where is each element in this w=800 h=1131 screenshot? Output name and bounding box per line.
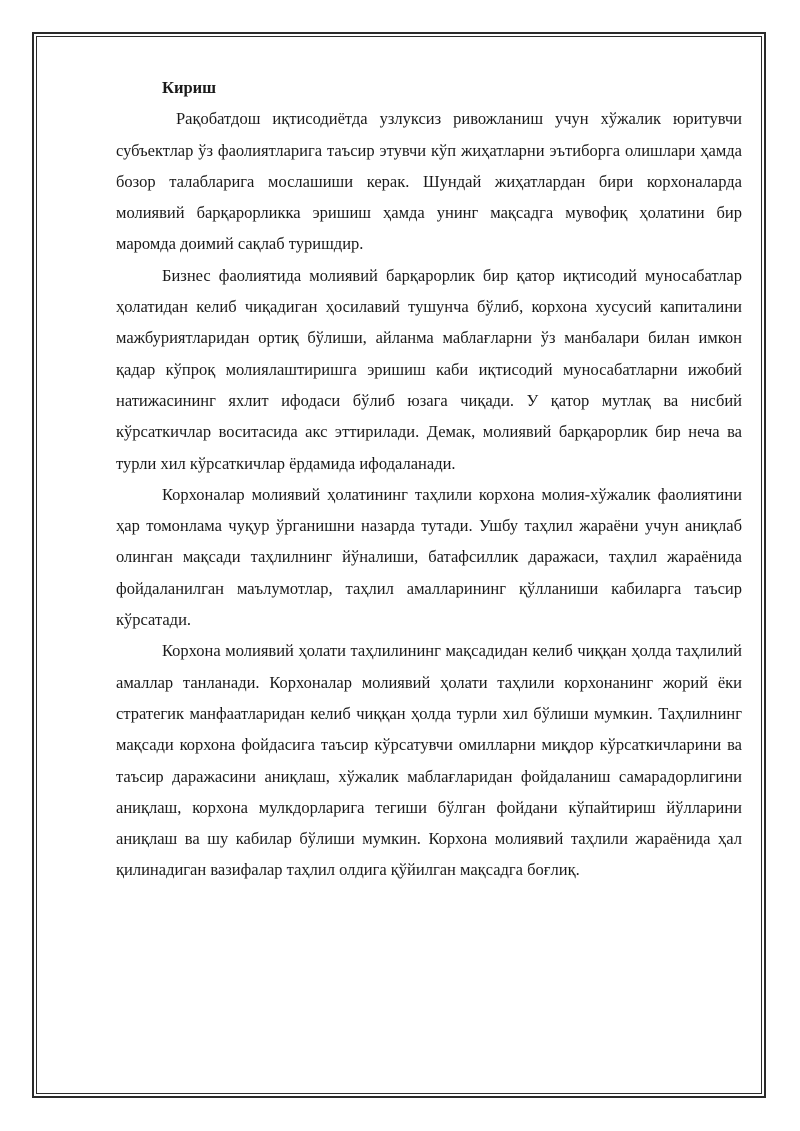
paragraph-2: Бизнес фаолиятида молиявий барқарорлик бир қатор иқтисодий муносабатлар ҳолатидан келиб чиқадиган ҳосилавий тушунча бўлиб, корхона хусусий капиталини мажбуриятларидан ортиқ бўлиши, айланма маблағларни ўз манбалари билан имкон қадар кўпроқ молиялаштиришга эришиш каби иқтисодий муносабатларни ижобий натижасининг яхлит ифодаси бўлиб юзага чиқади. У қатор мутлақ ва нисбий кўрсаткичлар воситасида акс эттирилади. Демак, молиявий барқарорлик бир неча ва турли хил кўрсаткичлар ёрдамида ифодаланади.	[116, 265, 742, 473]
document-body	[116, 72, 742, 886]
paragraph-1: Рақобатдош иқтисодиётда узлуксиз ривожланиш учун хўжалик юритувчи субъектлар ўз фаолиятларига таъсир этувчи кўп жиҳатларни эътиборга олишлари ҳамда бозор талабларига мослашиши керак. Шундай жиҳатлардан бири корхоналарда молиявий барқарорликка эришиш ҳамда унинг мақсадга мувофиқ ҳолатини бир маромда доимий сақлаб туришдир.	[116, 109, 742, 254]
paragraph-4: Корхона молиявий ҳолати таҳлилининг мақсадидан келиб чиққан ҳолда таҳлилий амаллар танланади. Корхоналар молиявий ҳолати таҳлили корхонанинг жорий ёки стратегик манфаатларидан келиб чиққан ҳолда турли хил бўлиши мумкин. Таҳлилнинг мақсади корхона фойдасига таъсир кўрсатувчи омилларни миқдор кўрсаткичларини ва таъсир даражасини аниқлаш, хўжалик маблағларидан фойдаланиш самарадорлигини аниқлаш, корхона мулкдорларига тегиши бўлган фойдани кўпайтириш йўлларини аниқлаш ва шу кабилар бўлиши мумкин. Корхона молиявий таҳлили жараёнида ҳал қилинадиган вазифалар таҳлил олдига қўйилган мақсадга боғлиқ.	[116, 641, 742, 880]
paragraph-3: Корхоналар молиявий ҳолатининг таҳлили корхона молия-хўжалик фаолиятини ҳар томонлама чуқур ўрганишни назарда тутади. Ушбу таҳлил жараёни учун аниқлаб олинган мақсади таҳлилнинг йўналиши, батафсиллик даражаси, таҳлил жараёнида фойдаланилган маълумотлар, таҳлил амалларининг қўлланиши кабиларга таъсир кўрсатади.	[116, 484, 742, 630]
section-heading: Кириш	[162, 78, 217, 97]
